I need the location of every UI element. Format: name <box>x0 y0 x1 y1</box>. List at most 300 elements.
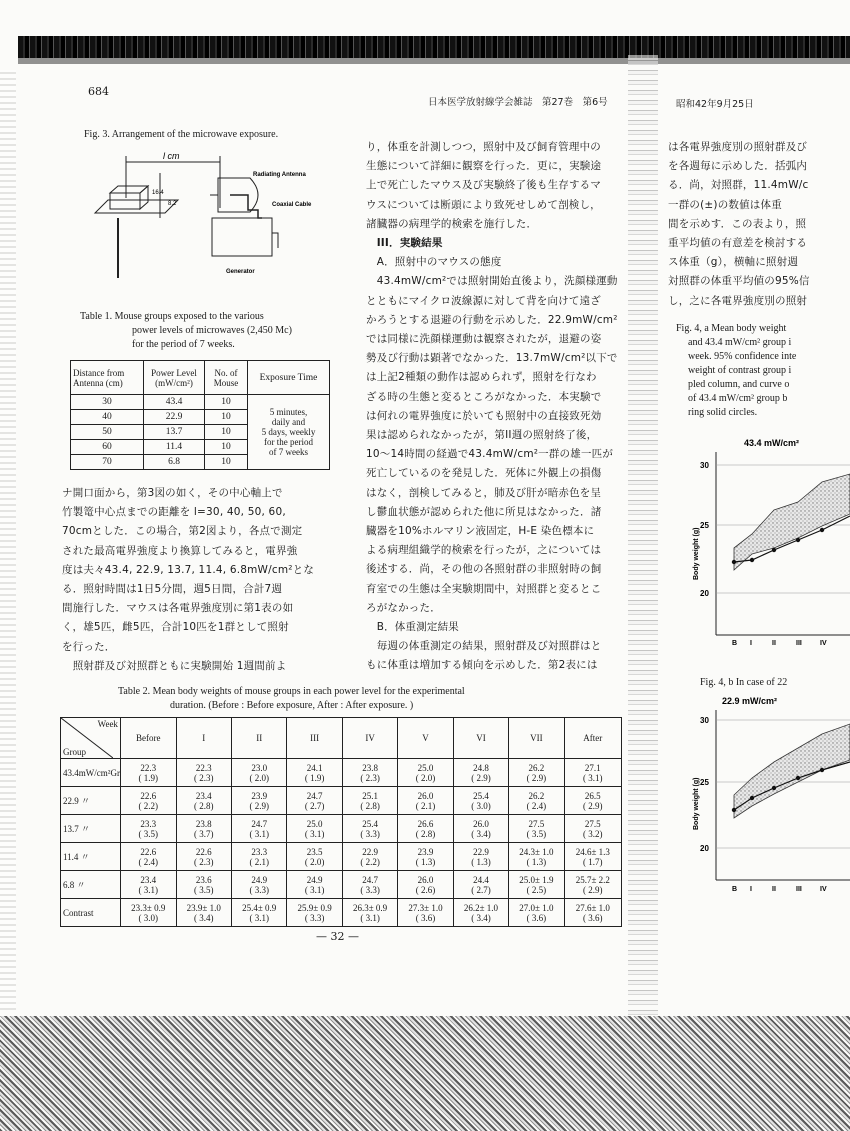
table2-cell <box>564 787 621 815</box>
table2-caption-line: duration. (Before : Before exposure, After : After exposure. ) <box>170 700 414 711</box>
table2-sd: ( 3.4) <box>194 912 214 923</box>
table1-header-exposure: Exposure Time <box>248 361 330 395</box>
table2-cell <box>453 843 508 871</box>
table2-mean: 26.0 <box>417 874 434 885</box>
table2-sd: ( 2.8) <box>415 828 436 839</box>
table1 <box>70 360 330 470</box>
text-line: ウスについては断頭により致死せしめて剖検し， <box>366 198 601 211</box>
table1-caption-line: for the period of 7 weeks. <box>132 339 235 350</box>
fig4a-point <box>732 560 736 564</box>
table2-cell <box>287 787 342 815</box>
table2-cell <box>231 759 286 787</box>
table2-group-label: 6.8 〃 <box>61 871 121 899</box>
table1-cell: 50 <box>71 425 144 440</box>
table2-sd: ( 1.3) <box>526 856 547 867</box>
fig4b-xtick: III <box>796 886 802 893</box>
table2-sd: ( 2.4) <box>526 800 547 811</box>
table2-cell <box>120 815 176 843</box>
fig4b-point <box>796 776 800 780</box>
text-line: 間施行した．マウスは各電界強度別に第1表の如 <box>62 602 294 615</box>
table2-mean: 27.0± 1.0 <box>519 902 554 913</box>
text-line: 一群の(±)の数値は体重 <box>668 198 782 211</box>
table2-cell <box>564 843 621 871</box>
table2-cell <box>176 899 231 927</box>
table2-cell <box>120 871 176 899</box>
table2-cell <box>398 843 453 871</box>
text-line: 上で死亡したマウス及び実験終了後も生存するマ <box>366 179 602 192</box>
table2-cell <box>509 871 564 899</box>
table2-col-header: After <box>564 718 621 759</box>
table2-row <box>61 759 622 787</box>
table2-group-label: 22.9 〃 <box>61 787 121 815</box>
table2-mean: 25.4 <box>473 790 489 801</box>
table2-sd: ( 2.5) <box>526 884 547 895</box>
table2-col-header: Before <box>120 718 176 759</box>
fig4a-xtick: I <box>750 640 752 647</box>
table2-caption-line: Table 2. Mean body weights of mouse groups in each power level for the experimental <box>118 686 465 697</box>
table2-mean: 24.7 <box>362 874 378 885</box>
table2-sd: ( 3.1) <box>360 912 380 923</box>
table2-sd: ( 3.6) <box>415 912 436 923</box>
journal-header: 日本医学放射線学会雑誌 第27巻 第6号 <box>428 97 608 108</box>
text-line: 70cmとした．この場合，第2図より，各点で測定 <box>62 525 303 538</box>
table2-mean: 24.6± 1.3 <box>575 846 610 857</box>
table2-cell <box>176 843 231 871</box>
table2-mean: 26.0 <box>473 818 489 829</box>
table2-cell <box>231 815 286 843</box>
table2-sd: ( 2.9) <box>526 772 547 783</box>
table2-cell <box>342 759 397 787</box>
fig4b-chart <box>692 690 850 898</box>
fig4b-point <box>732 808 736 812</box>
table2-cell <box>287 871 342 899</box>
table2-mean: 27.1 <box>584 762 601 773</box>
table1-cell: 10 <box>205 395 248 410</box>
exposure-time-line: 5 minutes, <box>269 407 308 417</box>
text-line: 度は夫々43.4, 22.9, 13.7, 11.4, 6.8mW/cm²とな <box>62 563 315 576</box>
table2-sd: ( 1.9) <box>304 772 325 783</box>
table2-mean: 26.0 <box>417 790 434 801</box>
fig4a-xtick: III <box>796 640 802 647</box>
fig4a-ytick: 20 <box>700 589 709 598</box>
text-line: ナ開口面から，第3図の如く，その中心軸上で <box>62 487 283 499</box>
table2-row <box>61 787 622 815</box>
table2-col-header: IV <box>342 718 397 759</box>
table2-cell <box>231 843 286 871</box>
text-line: 重平均値の有意差を検討する <box>668 237 808 250</box>
table2-mean: 23.9 <box>251 790 268 801</box>
fig4b-ytick: 25 <box>700 778 709 787</box>
table2-group-label: 11.4 〃 <box>61 843 121 871</box>
table2-cell <box>564 871 621 899</box>
table1-cell: 70 <box>71 455 144 470</box>
table2-mean: 22.3 <box>195 762 212 773</box>
table2-mean: 23.3 <box>251 846 268 857</box>
table2-mean: 24.9 <box>251 874 268 885</box>
subsection-heading: A．照射中のマウスの態度 <box>366 256 502 269</box>
table2-cell <box>564 759 621 787</box>
table2-corner <box>61 718 121 759</box>
table1-cell: 10 <box>205 455 248 470</box>
table2-group-label: 43.4mW/cm²Gr <box>61 759 121 787</box>
table2-mean: 24.7 <box>306 790 323 801</box>
table2-row <box>61 871 622 899</box>
table2-mean: 23.6 <box>195 874 212 885</box>
table2-corner-group: Group <box>63 747 86 757</box>
table2-cell <box>398 759 453 787</box>
fig4b-xtick: I <box>750 886 752 893</box>
text-line: 照射群及び対照群ともに実験開始 1週間前よ <box>62 659 287 672</box>
table2-corner-week: Week <box>97 719 118 729</box>
text-line: された最高電界強度より換算してみると，電界強 <box>62 544 298 557</box>
table2-mean: 24.9 <box>306 874 323 885</box>
table2-mean: 23.4 <box>140 874 157 885</box>
table2-cell <box>342 787 397 815</box>
fig4b-confidence-band <box>734 724 850 818</box>
fig4b-ytick: 30 <box>700 716 709 725</box>
text-line: ス体重（g），横軸に照射週 <box>668 256 799 269</box>
table2-sd: ( 1.3) <box>471 856 491 867</box>
table2-col-header: II <box>231 718 286 759</box>
caption-line: weight of contrast group i <box>688 365 792 376</box>
table1-caption-line: power levels of microwaves (2,450 Mc) <box>132 325 292 336</box>
table2-sd: ( 2.0) <box>249 772 269 783</box>
table1-cell: 10 <box>205 440 248 455</box>
text-line: ろがなかった． <box>366 601 441 614</box>
text-line: もに体重は増加する傾向を示めした．第2表には <box>366 659 598 672</box>
section-heading: III．実験結果 <box>366 237 443 250</box>
table2-sd: ( 2.9) <box>583 884 603 895</box>
text-line: 臓器を10%ホルマリン液固定，H-E 染色標本に <box>366 525 595 538</box>
table2-sd: ( 3.3) <box>304 912 325 923</box>
table1-cell: 30 <box>71 395 144 410</box>
table2-cell <box>287 759 342 787</box>
table2-mean: 25.0 <box>306 818 323 829</box>
table1-header-power: Power Level (mW/cm²) <box>144 361 205 395</box>
table2-caption <box>118 685 465 713</box>
fig4a-point <box>820 528 824 532</box>
exposure-time-line: daily and <box>271 417 306 427</box>
table2-sd: ( 3.6) <box>526 912 547 923</box>
table2-mean: 22.6 <box>140 790 157 801</box>
table2-cell <box>231 899 286 927</box>
table1-header-mouse: No. of Mouse <box>205 361 248 395</box>
fig3-label-length: l cm <box>163 151 180 161</box>
table2-cell <box>398 787 453 815</box>
table2-cell <box>398 899 453 927</box>
table2-row <box>61 899 622 927</box>
text-line: 死亡しているのを発見した．死体に外観上の損傷 <box>366 467 602 480</box>
table2-sd: ( 3.5) <box>138 828 158 839</box>
table2-sd: ( 2.7) <box>471 884 491 895</box>
table2-sd: ( 2.4) <box>138 856 158 867</box>
text-line: 後述する．尚，その他の各照射群の非照射時の飼 <box>366 563 602 576</box>
table2-sd: ( 3.5) <box>526 828 547 839</box>
fig4a-point <box>772 548 776 552</box>
table2-mean: 24.3± 1.0 <box>519 846 554 857</box>
table1-cell: 43.4 <box>144 395 205 410</box>
table2-group-label: Contrast <box>61 899 121 927</box>
text-line: 竹製篭中心点までの距離を l=30, 40, 50, 60, <box>62 506 286 519</box>
table2-mean: 24.1 <box>306 762 323 773</box>
table2-sd: ( 3.1) <box>249 828 269 839</box>
table1-cell: 6.8 <box>144 455 205 470</box>
table2-mean: 26.2± 1.0 <box>463 902 499 913</box>
table1-cell: 10 <box>205 410 248 425</box>
text-line: 対照群の体重平均値の95%信 <box>668 275 810 288</box>
scan-noise-bottom <box>0 1016 850 1131</box>
table2-mean: 24.8 <box>473 762 489 773</box>
table1-cell: 11.4 <box>144 440 205 455</box>
left-column-text <box>62 484 337 676</box>
table2-sd: ( 3.3) <box>360 884 380 895</box>
table2-mean: 26.5 <box>584 790 601 801</box>
table2-mean: 23.3 <box>140 818 157 829</box>
table2-cell <box>453 815 508 843</box>
table2-mean: 22.9 <box>473 846 489 857</box>
table2-cell <box>287 843 342 871</box>
text-line: 43.4mW/cm²では照射開始直後より，洗顔様運動 <box>366 275 618 288</box>
table2-mean: 25.0± 1.9 <box>519 874 554 885</box>
fig4a-point <box>796 538 800 542</box>
caption-line: Fig. 4, a Mean body weight <box>676 323 787 334</box>
text-line: 育室での生態は全実験期間中，対照群と変るとこ <box>366 582 602 595</box>
table2-sd: ( 1.9) <box>138 772 158 783</box>
fig4b-point <box>750 796 754 800</box>
text-line: し，之に各電界強度別の照射 <box>668 294 808 307</box>
table2-sd: ( 1.7) <box>583 856 603 867</box>
table2-sd: ( 2.3) <box>194 772 214 783</box>
table2-sd: ( 2.3) <box>360 772 380 783</box>
table2-mean: 25.1 <box>362 790 378 801</box>
table2-col-header: I <box>176 718 231 759</box>
fig4b-xtick: IV <box>820 886 827 893</box>
fig4a-point <box>750 558 754 562</box>
text-line: 果は認められなかったが，第II週の照射終了後， <box>366 429 598 442</box>
caption-line: week. 95% confidence inte <box>688 351 797 362</box>
table1-cell: 40 <box>71 410 144 425</box>
table2-sd: ( 2.9) <box>471 772 491 783</box>
table2-cell <box>120 899 176 927</box>
text-line: では同様に洗顔様運動は観察されたが，退避の姿 <box>366 333 602 346</box>
table2-mean: 25.0 <box>417 762 434 773</box>
table2-mean: 26.3± 0.9 <box>352 902 388 913</box>
text-line: る．照射時間は1日5分間，週5日間，合計7週 <box>62 583 283 596</box>
table2-sd: ( 3.6) <box>583 912 603 923</box>
table2-sd: ( 2.9) <box>249 800 269 811</box>
fig4b-ylabel: Body weight (g) <box>693 777 700 830</box>
table2-group-label: 13.7 〃 <box>61 815 121 843</box>
fig3-caption: Fig. 3. Arrangement of the microwave exposure. <box>84 129 279 140</box>
text-line: は各電界強度別の照射群及び <box>668 141 808 153</box>
fig4b-caption: Fig. 4, b In case of 22 <box>700 677 788 688</box>
text-line: 勢及び行動は顕著でなかった．13.7mW/cm²以下で <box>366 352 618 365</box>
table2-cell <box>287 815 342 843</box>
text-line: 諸臓器の病理学的検索を施行した． <box>366 217 538 230</box>
table2-sd: ( 3.1) <box>249 912 269 923</box>
fig4b-xtick: II <box>772 886 776 893</box>
table2-cell <box>398 815 453 843</box>
fig3-label-d2: 8.2 <box>168 201 177 207</box>
text-line: 10～14時間の経過で43.4mW/cm²一群の雄一匹が <box>366 448 614 461</box>
table2-sd: ( 2.0) <box>415 772 436 783</box>
table2-sd: ( 3.7) <box>194 828 214 839</box>
table2-row <box>61 843 622 871</box>
table2-cell <box>453 759 508 787</box>
table2-cell <box>176 871 231 899</box>
text-line: はなく，剖検してみると，肺及び肝が暗赤色を呈 <box>366 486 602 499</box>
fig4a-xtick: II <box>772 640 776 647</box>
table2-mean: 23.0 <box>251 762 268 773</box>
table2-cell <box>509 843 564 871</box>
text-line: ざる時の生態と変るところがなかった．本実験で <box>366 390 602 403</box>
caption-line: pled column, and curve o <box>688 379 790 390</box>
table2-mean: 26.2 <box>528 762 545 773</box>
table2-sd: ( 2.8) <box>360 800 380 811</box>
exposure-time-line: 5 days, weekly <box>261 427 316 437</box>
table2-sd: ( 2.0) <box>304 856 325 867</box>
caption-line: ring solid circles. <box>688 407 758 418</box>
text-line: く，雄5匹，雌5匹，合計10匹を1群として照射 <box>62 621 289 634</box>
table1-exposure-time <box>248 395 330 470</box>
table2-col-header: VI <box>453 718 508 759</box>
table2-sd: ( 2.1) <box>249 856 269 867</box>
table1-caption-line: Table 1. Mouse groups exposed to the various <box>80 311 264 322</box>
table2-mean: 25.9± 0.9 <box>297 902 332 913</box>
fig4a-confidence-band <box>734 474 850 570</box>
table2-mean: 27.5 <box>584 818 601 829</box>
caption-line: and 43.4 mW/cm² group i <box>688 337 792 348</box>
table2-col-header: III <box>287 718 342 759</box>
text-line: 間を示めす．この表より，照 <box>668 217 807 230</box>
table2-mean: 26.2 <box>528 790 545 801</box>
table2-mean: 23.4 <box>195 790 212 801</box>
table2-sd: ( 2.1) <box>415 800 436 811</box>
table2-mean: 24.7 <box>251 818 268 829</box>
table2-sd: ( 2.6) <box>415 884 436 895</box>
table2-sd: ( 3.1) <box>138 884 158 895</box>
table2-cell <box>398 871 453 899</box>
table2-cell <box>120 759 176 787</box>
header-date: 昭和42年9月25日 <box>676 99 754 110</box>
text-line: とともにマイクロ波線源に対して背を向けて遠ざ <box>366 294 601 307</box>
fig3-label-cable: Coaxial Cable <box>272 202 312 208</box>
table2-cell <box>176 787 231 815</box>
table2-mean: 22.6 <box>140 846 157 857</box>
table2-sd: ( 2.2) <box>138 800 158 811</box>
table2-mean: 23.5 <box>306 846 323 857</box>
exposure-time-line: of 7 weeks <box>269 447 308 457</box>
table2-cell <box>342 899 397 927</box>
table2-mean: 27.6± 1.0 <box>575 902 610 913</box>
scan-border-top <box>18 36 850 58</box>
fig4b-xtick: B <box>732 886 738 893</box>
table2-row <box>61 815 622 843</box>
table2-sd: ( 3.1) <box>304 828 325 839</box>
fig3-label-antenna: Radiating Antenna <box>253 172 306 178</box>
fig4b-point <box>772 786 776 790</box>
fig3-label-generator: Generator <box>226 269 255 275</box>
fig4a-ytick: 25 <box>700 521 709 530</box>
fig4a-chart <box>692 430 850 652</box>
table2-sd: ( 3.3) <box>360 828 380 839</box>
table2-mean: 23.9 <box>417 846 434 857</box>
table1-header-distance: Distance from Antenna (cm) <box>71 361 144 395</box>
table2-sd: ( 1.3) <box>415 856 436 867</box>
table2-sd: ( 3.1) <box>304 884 325 895</box>
fig4a-caption <box>676 322 850 420</box>
table2-mean: 22.9 <box>362 846 378 857</box>
fig4b-title: 22.9 mW/cm² <box>722 696 778 706</box>
table2-sd: ( 3.1) <box>583 772 603 783</box>
exposure-time-line: for the period <box>264 437 313 447</box>
table2-cell <box>342 815 397 843</box>
table2-mean: 27.5 <box>528 818 545 829</box>
text-line: は何れの電界強度に於いても照射中の直接致死効 <box>366 409 602 422</box>
table2-cell <box>509 899 564 927</box>
table2-sd: ( 3.0) <box>471 800 491 811</box>
table1-cell: 10 <box>205 425 248 440</box>
text-line: は上記2種類の動作は認められず，照射を行なわ <box>366 371 597 384</box>
table2-mean: 23.8 <box>195 818 212 829</box>
table2-cell <box>342 843 397 871</box>
table1-cell: 22.9 <box>144 410 205 425</box>
fig4a-ylabel: Body weight (g) <box>693 527 700 580</box>
table2-sd: ( 3.3) <box>249 884 269 895</box>
table2-cell <box>453 787 508 815</box>
table2-cell <box>176 815 231 843</box>
table2-mean: 25.4± 0.9 <box>242 902 277 913</box>
fig3-label-d1: 16.4 <box>152 190 164 196</box>
table2-mean: 24.4 <box>473 874 489 885</box>
subsection-heading: B．体重測定結果 <box>366 621 460 634</box>
table2-cell <box>342 871 397 899</box>
table2-sd: ( 3.4) <box>471 912 491 923</box>
table2-mean: 23.9± 1.0 <box>186 902 221 913</box>
table2-sd: ( 2.9) <box>583 800 603 811</box>
table2-cell <box>509 759 564 787</box>
table2-cell <box>509 815 564 843</box>
fig4b-ytick: 20 <box>700 844 709 853</box>
table2-sd: ( 3.0) <box>138 912 158 923</box>
table2-cell <box>176 759 231 787</box>
table2-cell <box>120 787 176 815</box>
table2-sd: ( 3.4) <box>471 828 491 839</box>
text-line: を各週毎に示めした．括弧内 <box>668 160 808 173</box>
table2-cell <box>453 871 508 899</box>
table2-sd: ( 3.2) <box>583 828 603 839</box>
page-footer: — 32 — <box>316 930 359 943</box>
table2-cell <box>231 871 286 899</box>
table2-cell <box>287 899 342 927</box>
table2-mean: 25.4 <box>362 818 378 829</box>
table2-sd: ( 2.7) <box>304 800 325 811</box>
table2-cell <box>509 787 564 815</box>
text-line: よる病理組織学的検索を行ったが，之については <box>366 544 602 557</box>
fig4a-xtick: B <box>732 640 738 647</box>
scan-noise-left <box>0 70 16 1010</box>
text-line: し鬱血状態が認められた他に所見はなかった．諸 <box>366 505 602 518</box>
table1-cell: 13.7 <box>144 425 205 440</box>
table1-caption <box>80 310 292 352</box>
table2-cell <box>120 843 176 871</box>
fig4a-title: 43.4 mW/cm² <box>744 438 800 448</box>
table2-cell <box>564 815 621 843</box>
fig3-diagram <box>90 148 340 283</box>
text-line: 毎週の体重測定の結果，照射群及び対照群はと <box>366 640 602 653</box>
table2-mean: 25.7± 2.2 <box>575 874 610 885</box>
table2-mean: 26.6 <box>417 818 434 829</box>
